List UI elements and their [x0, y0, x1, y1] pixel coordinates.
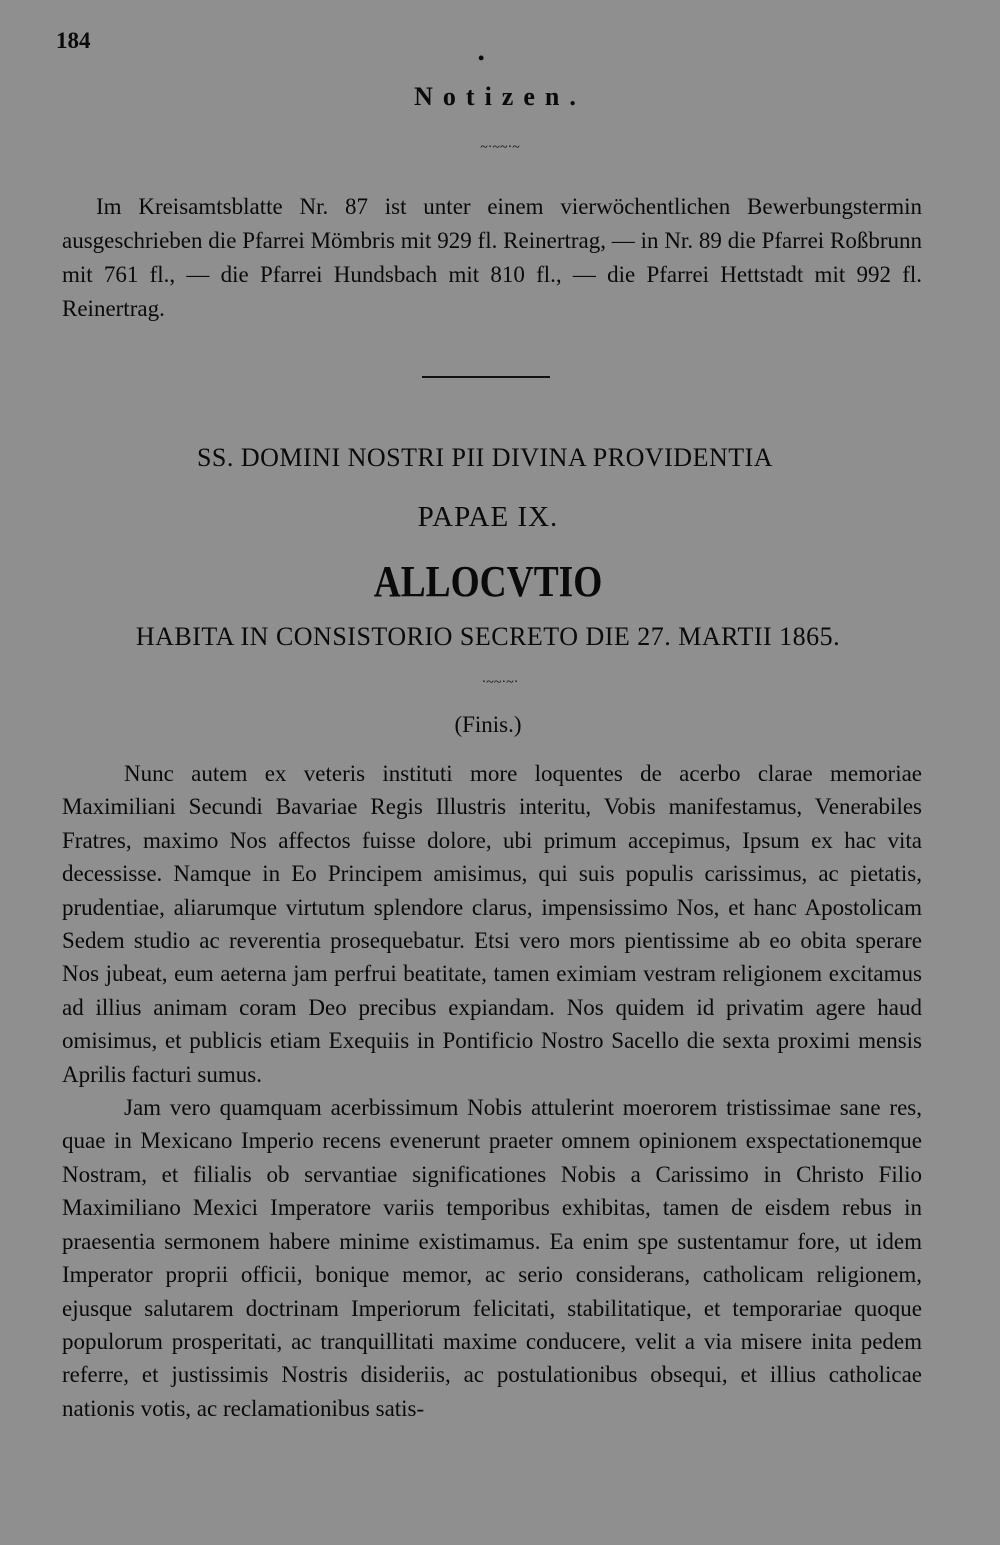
page-number: 184	[56, 28, 91, 53]
heading-line-1: SS. DOMINI NOSTRI PII DIVINA PROVIDENTIA	[196, 443, 774, 472]
heading-line-4: HABITA IN CONSISTORIO SECRETO DIE 27. MARTII 1865.	[135, 622, 841, 651]
paragraph: Nunc autem ex veteris instituti more loquentes de acerbo clarae memoriae Maximiliani Secundi Bavariae Regis Illustris interitu, Vobis manifestamus, Venerabiles Fratres, maximo Nos affectos fuisse dolore, ubi primum accepimus, Ipsum ex hac vita decessisse. Namque in Eo Principem amisimus, qui suis populis carissimus, ac pietatis, prudentiae, aliarumque virtutum splendore clarus, impensissimo Nos, et hanc Apostolicam Sedem studio ac reverentia prosequebatur. Etsi vero mors pientissime ab eo obita sperare Nos jubeat, eum aeterna jam perfrui beatitate, tamen eximiam vestram religionem excitamus ad illius animam coram Deo precibus expiandam. Nos quidem id privatim agere haud omisimus, et publicis etiam Exequiis in Pontificio Nostro Sacello die sexta proximi mensis Aprilis facturi sumus.	[62, 761, 922, 1087]
ornament-divider-bottom: ·~~·~·	[481, 675, 519, 690]
ornament-divider-top: ~·~~·~	[480, 140, 520, 155]
notice-section	[62, 190, 922, 326]
body-text	[62, 757, 922, 1425]
notice-paragraph: Im Kreisamtsblatte Nr. 87 ist unter einem vierwöchentlichen Bewerbungstermin ausgeschrieben die Pfarrei Mömbris mit 929 fl. Reinertrag, — in Nr. 89 die Pfarrei Roßbrunn mit 761 fl., — die Pfarrei Hundsbach mit 810 fl., — die Pfarrei Hettstadt mit 992 fl. Reinertrag.	[62, 194, 922, 321]
horizontal-rule	[422, 376, 550, 378]
paragraph: Jam vero quamquam acerbissimum Nobis attulerint moerorem tristissimae sane res, quae in Mexicano Imperio recens evenerunt praeter omnem opinionem exspectationemque Nostram, et filialis ob servantiae significationes Nobis a Carissimo in Christo Filio Maximiliano Mexici Imperatore variis temporibus exhibitas, tamen de eisdem rebus in praesentia sermonem habere minime existimamus. Ea enim spe sustentamur fore, ut idem Imperator proprii officii, bonique memor, ac serio considerans, catholicam religionem, ejusque salutarem doctrinam Imperiorum felicitati, stabilitatique, et temporariae quoque populorum prosperitati, ac tranquillitati maxime conducere, velit a via misere inita pedem referre, et justissimis Nostris disideriis, ac postulationibus obsequi, et illius catholicae nationis votis, ac reclamationibus satis-	[62, 1095, 922, 1421]
section-title: Notizen.	[414, 82, 586, 111]
heading-line-2: PAPAE IX.	[417, 501, 559, 533]
finis-label: (Finis.)	[454, 712, 522, 737]
heading-allocutio: ALLOCVTIO	[373, 557, 603, 606]
header-mark: •	[478, 48, 485, 68]
